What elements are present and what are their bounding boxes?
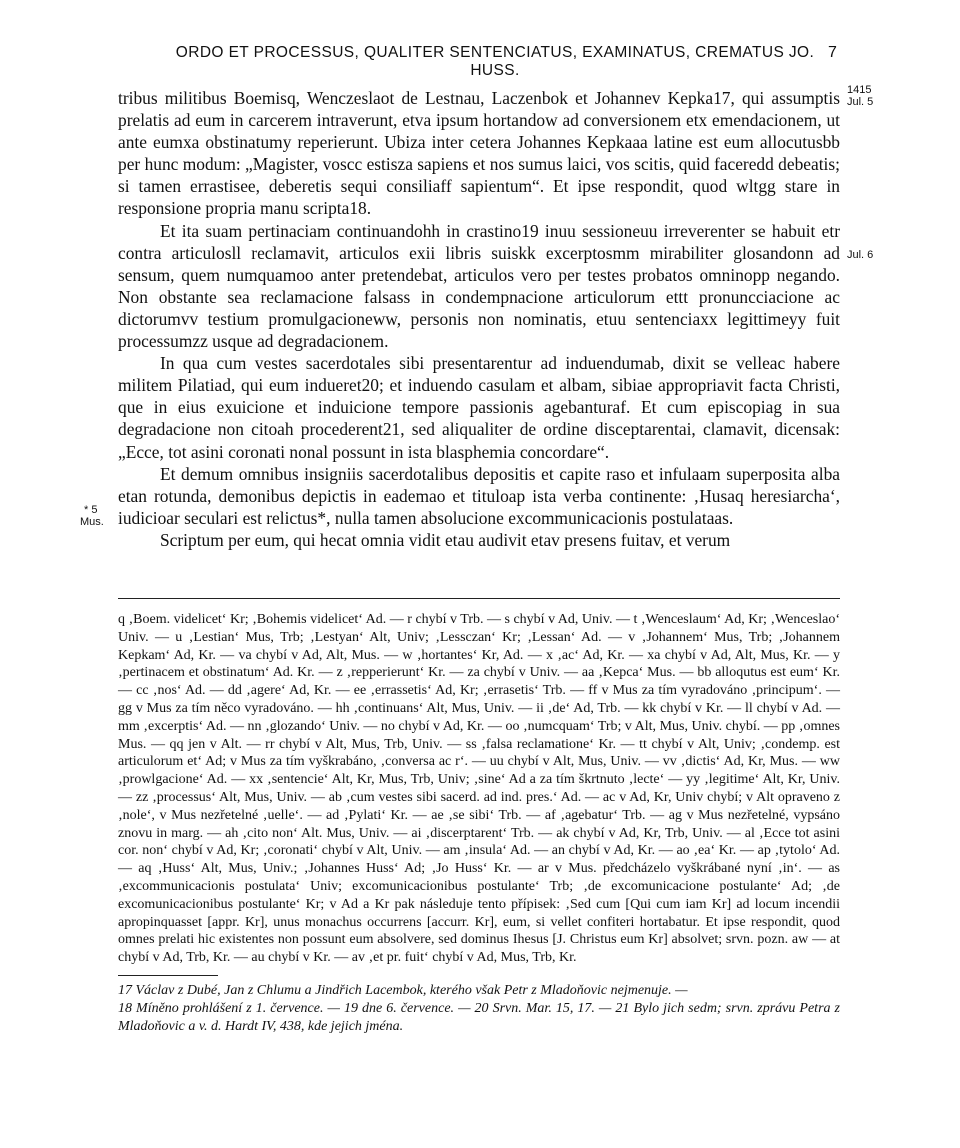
paragraph-3: In qua cum vestes sacerdotales sibi presentarentur ad induendumab, dixit se velleac habere militem Pilatiad, qui eum indueret20; et induendo casulam et albam, sibiae appropriavit facta Christi, que in eius exuicione et induicione tempore passionis agebanturaf. Et cum episcopiag in sua degradacione non citoah procederent21, sed aliqualiter de ordine disceptarentai, clamavit, dicensak: „Ecce, tot asini coronati nonal possunt in ista blasphemia concordare“. xyxy=(118,353,840,462)
critical-apparatus xyxy=(118,611,840,1035)
footnote-divider xyxy=(118,598,840,599)
page-number: 7 xyxy=(828,44,837,61)
footnote-separator xyxy=(118,975,218,976)
paragraph-5: Scriptum per eum, qui hecat omnia vidit etau audivit etav presens fuitav, et verum xyxy=(160,529,731,550)
paragraph-4: Et demum omnibus insigniis sacerdotalibus depositis et capite raso et infulaam superposita alba etan rotunda, demonibus depictis in eademao et tituloap ista verba continente: ‚Husaq heresiarcha‘, iudicioar seculari est relictus*, nulla tamen absolucione excommunicacionis postulataas. xyxy=(118,463,840,528)
margin-date-jul6: Jul. 6 xyxy=(847,249,874,261)
margin-mus-label: Mus. xyxy=(80,516,104,528)
apparatus-text: q ‚Boem. videlicet‘ Kr; ‚Bohemis videlicet‘ Ad. — r chybí v Trb. — s chybí v Ad, Univ. — t ‚Wenceslaum‘ Ad, Kr; ‚Wenceslao‘ Univ. — u ‚Lestian‘ Mus, Trb; ‚Lestyan‘ Alt, Univ; ‚Lessczan‘ Kr; ‚Lessan‘ Ad. — v ‚Johannem‘ Mus, Trb; ‚Johannem Kepkam‘ Ad, Kr. — va chybí v Ad, Alt, Mus. — w ‚hortantes‘ Kr, Ad. — x ‚ac‘ Ad, Kr. — xa chybí v Ad, Alt, Mus, Kr. — y ‚pertinacem et obstinatum‘ Ad. Kr. — z ‚repperierunt‘ Kr. — za chybí v Univ. — aa ‚Kepca‘ Mus. — bb alloqutus est eum‘ Kr. — cc ‚nos‘ Ad. — dd ‚agere‘ Ad, Kr. — ee ‚errassetis‘ Ad, Kr; ‚errasetis‘ Trb. — ff v Mus za tím vyradováno ‚principum‘. — gg v Mus za tím něco vyradováno. — hh ‚continuans‘ Alt, Mus, Univ. — ii ‚de‘ Ad, Trb. — kk chybí v Kr. — ll chybí v Ad. — mm ‚excerptis‘ Ad. — nn ‚glozando‘ Univ. — no chybí v Ad, Kr. — oo ‚numcquam‘ Trb; v Alt, Mus, Univ. chybí. — pp ‚omnes Mus. — qq jen v Alt. — rr chybí v Alt, Mus, Trb, Univ. — ss ‚falsa reclamatione‘ Kr. — tt chybí v Alt, Univ; ‚condemp. est articulorum et‘ Ad; v Mus za tím vyškrabáno, ‚conversa ac r‘. — uu chybí v Alt, Mus, Univ. — vv ‚dictis‘ Ad, Kr, Mus. — ww ‚prowlgacione‘ Ad. — xx ‚sentencie‘ Alt, Kr, Mus, Trb, Univ; ‚sine‘ Ad a za tím škrtnuto ‚lecte‘ — yy ‚legitime‘ Alt, Kr, Univ. — zz ‚processus‘ Alt, Mus, Univ. — ab ‚cum vestes sibi sacerd. ad ind. pres.‘ Ad. — ac v Ad, Kr, Univ chybí; v Alt opraveno z ‚nole‘, v Mus nezřetelné ‚uelle‘. — ad ‚Pylati‘ Kr. — ae ‚se sibi‘ Trb. — af ‚agebatur‘ Trb. — ag v Mus nezřetelné, vypsáno znovu in marg. — ah ‚cito non‘ Alt. Mus, Univ. — ai ‚discerptarent‘ Trb. — ak chybí v Ad, Kr, Trb, Univ. — al ‚Ecce tot asini cor. non‘ chybí v Ad, Kr; ‚coronati‘ chybí v Alt, Univ. — am ‚insula‘ Ad. — an chybí v Ad, Kr. — ao ‚ea‘ Kr. — ap ‚tytolo‘ Ad. — aq ‚Huss‘ Alt, Mus, Univ.; ‚Johannes Huss‘ Ad; ‚Jo Huss‘ Kr. — ar v Mus. předcházelo vyškrábané nyní ‚in‘. — as ‚excommunicacionis postulata‘ Univ; excomunicacionibus postulante‘ Trb; ‚de excomunicacione postulante‘ Ad; ‚de excomunicacionibus postulante‘ Kr; v Ad a Kr pak následuje tento přípisek: ‚Sed cum [Qui cum iam Kr] ad locum incendii apropinquasset [appr. Kr], unus monachus occurrens [accurr. Kr], eum, si vellet confiteri hortabatur. Et ipse respondit, quod omnes prelati hic existentes non possunt eum absolvere, sed dominus Ihesus [J. Christus eum Kr] absolvet; srvn. pozn. aw — at chybí v Ad, Trb, Kr. — au chybí v Kr. — av ‚et pr. fuit‘ chybí v Ad, Mus, Trb, Kr. xyxy=(118,612,840,966)
footnote-17: 17 Václav z Dubé, Jan z Chlumu a Jindřich Lacembok, kterého však Petr z Mladoňovic nejmenuje. — xyxy=(118,982,688,998)
margin-date-day: Jul. 5 xyxy=(847,96,874,108)
margin-date-year: 1415 xyxy=(847,84,872,96)
footnote-18: 18 Míněno prohlášení z 1. července. — 19 dne 6. července. — 20 Srvn. Mar. 15, 17. — 21 Bylo jich sedm; srvn. zprávu Petra z Mladoňovic a v. d. Hardt IV, 438, kde jejich jména. xyxy=(118,1000,840,1034)
margin-mus-number: * 5 xyxy=(84,504,98,516)
paragraph-2: Et ita suam pertinaciam continuandohh in crastino19 inuu sessioneuu irreverenter se habuit etr contra articulosll reclamavit, articulos exii libris suiskk excerptosmm mirabiliter glosandonn ad sensum, quem numquamoo anter pretendebat, articulos vero per testes probatos omninopp negando. Non obstante sea reclamacione falsass in condempnacione articulorum ettt pronuncciacione ac dictorumvv testium promulgacioneww, personis non nominatis, etuu sentenciaxx legittimeyy fuit processumzz usque ad degradacionem. xyxy=(118,220,840,352)
paragraph-1: tribus militibus Boemisq, Wenczeslaot de Lestnau, Laczenbok et Johannev Kepka17, qui assumptis prelatis ad eum in carcerem intraverunt, etva ipsum hortandow ad conversionem etx emendacionem, ut ante eumxa obstinatumy reperierunt. Ubiza inter cetera Johannes Kepkaaa latine est eum allocutusbb per hunc modum: „Magister, voscc estisza sapiens et nos sumus laici, vos scitis, quid faceredd debeatis; si tamen errastisee, deberetis sequi consiliaff sapientum“. Et ipse respondit, quod wltgg stare in responsione propria manu scripta18. xyxy=(118,88,840,219)
main-text xyxy=(118,87,840,551)
running-header: ORDO ET PROCESSUS, QUALITER SENTENCIATUS, EXAMINATUS, CREMATUS JO. HUSS. xyxy=(175,44,815,79)
